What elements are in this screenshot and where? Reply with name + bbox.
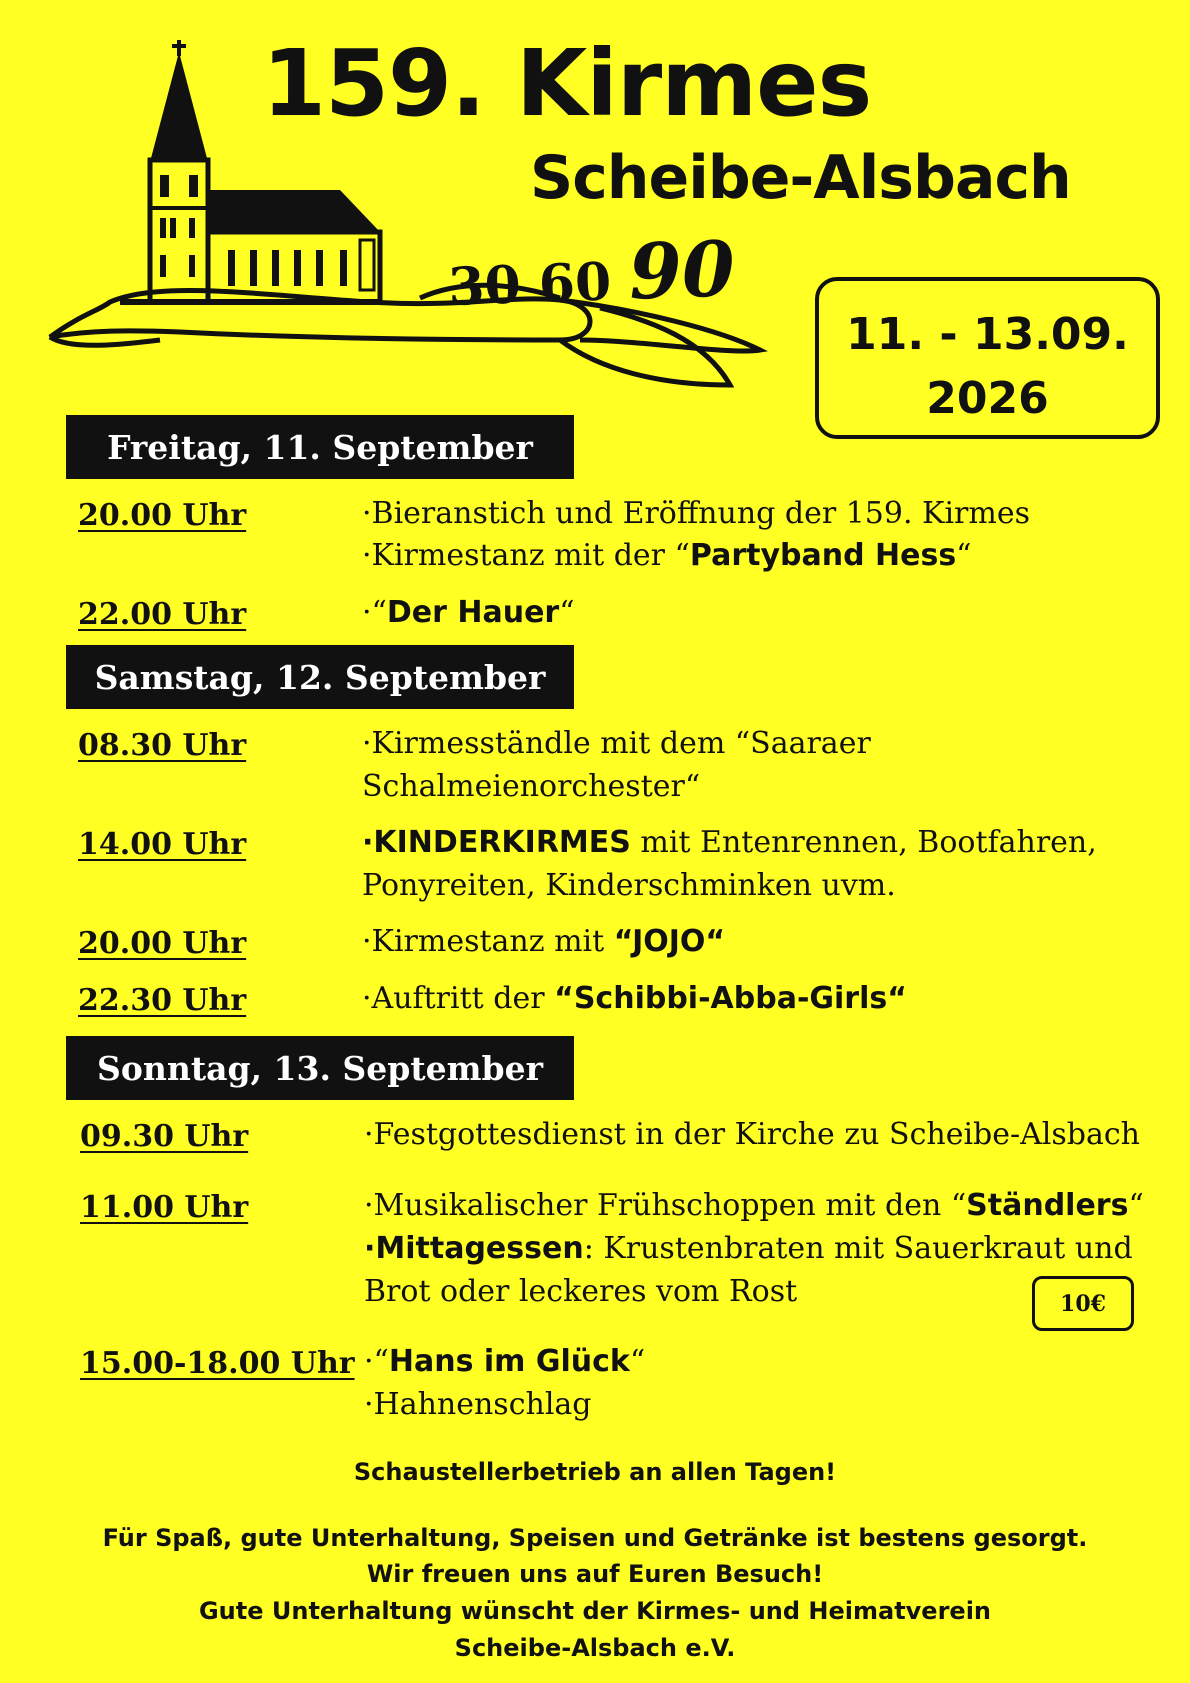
event-line: ·Hahnenschlag xyxy=(364,1387,592,1422)
event-time: 20.00 Uhr xyxy=(78,498,247,533)
event-highlight: Hans im Glück xyxy=(388,1344,630,1379)
year-30: 30 xyxy=(447,254,522,318)
event-time: 22.30 Uhr xyxy=(78,983,247,1018)
event-highlight: “Schibbi-Abba-Girls“ xyxy=(554,981,907,1016)
anniversary-years xyxy=(447,224,737,318)
event-highlight: “JOJO“ xyxy=(613,924,726,959)
year-60: 60 xyxy=(537,251,613,315)
event-highlight: Der Hauer xyxy=(386,595,560,630)
event-line: ·KINDERKIRMES mit Entenrennen, Bootfahren, xyxy=(362,825,1097,860)
event-highlight: Partyband Hess xyxy=(689,538,957,573)
event-line: ·“Der Hauer“ xyxy=(362,595,575,630)
event-line: ·Mittagessen: Krustenbraten mit Sauerkraut und xyxy=(364,1231,1133,1266)
event-line: ·Festgottesdienst in der Kirche zu Scheibe-Alsbach xyxy=(364,1117,1141,1152)
day-header-sunday: Sonntag, 13. September xyxy=(66,1036,574,1100)
event-location: Scheibe-Alsbach xyxy=(530,143,1071,213)
day-header-saturday: Samstag, 12. September xyxy=(66,645,574,709)
year-90: 90 xyxy=(627,224,737,317)
event-highlight: ·Mittagessen xyxy=(364,1231,584,1266)
event-time: 20.00 Uhr xyxy=(78,926,247,961)
event-time: 22.00 Uhr xyxy=(78,597,247,632)
event-line: ·“Hans im Glück“ xyxy=(364,1344,646,1379)
footer-organizer: Scheibe-Alsbach e.V. xyxy=(454,1634,736,1662)
event-line: Brot oder leckeres vom Rost xyxy=(364,1274,798,1309)
event-line: ·Bieranstich und Eröffnung der 159. Kirmes xyxy=(362,496,1030,531)
event-time: 14.00 Uhr xyxy=(78,827,247,862)
footer-showmen-note: Schaustellerbetrieb an allen Tagen! xyxy=(353,1458,837,1486)
event-title: 159. Kirmes xyxy=(262,30,872,137)
price-badge: 10€ xyxy=(1032,1276,1134,1331)
date-range: 11. - 13.09. xyxy=(846,309,1129,360)
event-highlight: ·KINDERKIRMES xyxy=(362,825,631,860)
event-line: ·Musikalischer Frühschoppen mit den “Ständlers“ xyxy=(364,1188,1144,1223)
date-box xyxy=(815,277,1160,439)
event-time: 09.30 Uhr xyxy=(80,1119,249,1154)
event-time: 08.30 Uhr xyxy=(78,728,247,763)
event-line: Ponyreiten, Kinderschminken uvm. xyxy=(362,868,896,903)
event-line: ·Auftritt der “Schibbi-Abba-Girls“ xyxy=(362,981,907,1016)
event-line: ·Kirmestanz mit der “Partyband Hess“ xyxy=(362,538,972,573)
event-time: 15.00-18.00 Uhr xyxy=(80,1346,355,1381)
event-highlight: Ständlers xyxy=(966,1188,1129,1223)
event-line: ·Kirmestanz mit “JOJO“ xyxy=(362,924,726,959)
footer-line: Gute Unterhaltung wünscht der Kirmes- und Heimatverein xyxy=(198,1597,992,1625)
footer-line: Wir freuen uns auf Euren Besuch! xyxy=(366,1560,824,1588)
event-line: ·Kirmesständle mit dem “Saaraer xyxy=(362,726,871,761)
footer-line: Für Spaß, gute Unterhaltung, Speisen und Getränke ist bestens gesorgt. xyxy=(102,1524,1088,1552)
event-line: Schalmeienorchester“ xyxy=(362,769,701,804)
day-header-friday: Freitag, 11. September xyxy=(66,415,574,479)
event-time: 11.00 Uhr xyxy=(80,1190,249,1225)
date-year: 2026 xyxy=(926,372,1049,424)
